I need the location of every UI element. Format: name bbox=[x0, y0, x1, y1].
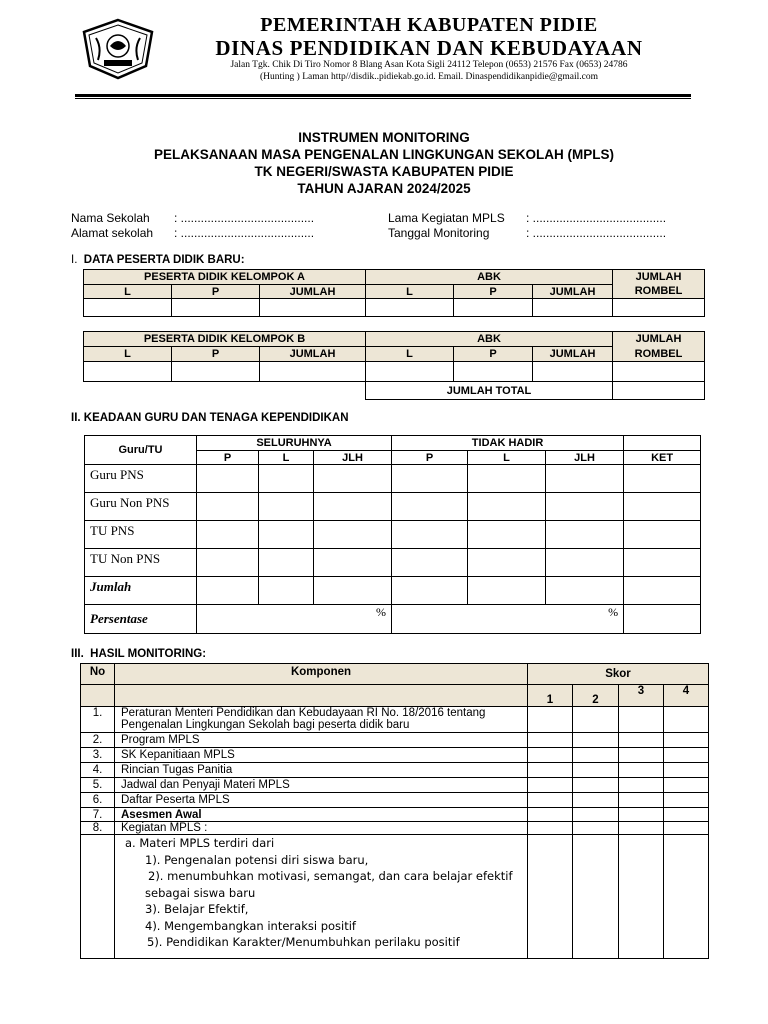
score-cell[interactable] bbox=[619, 808, 664, 822]
row-persentase-label: Persentase bbox=[85, 605, 197, 634]
cell-input[interactable] bbox=[259, 493, 314, 521]
score-cell[interactable] bbox=[664, 748, 709, 763]
skor-1: 1 bbox=[528, 685, 573, 707]
score-cell[interactable] bbox=[528, 793, 573, 808]
row-label: TU PNS bbox=[85, 521, 197, 549]
cell-input[interactable] bbox=[314, 521, 392, 549]
cell-input[interactable] bbox=[197, 577, 259, 605]
score-cell[interactable] bbox=[664, 835, 709, 959]
row-no: 2. bbox=[81, 733, 115, 748]
lama-kegiatan-label: Lama Kegiatan MPLS bbox=[388, 211, 505, 225]
cell-input[interactable] bbox=[259, 549, 314, 577]
table-kelompok-b bbox=[83, 331, 705, 400]
score-cell[interactable] bbox=[573, 707, 619, 733]
header-guru-tu: Guru/TU bbox=[85, 436, 197, 465]
table-hasil-monitoring bbox=[80, 663, 709, 959]
header-tidak-hadir: TIDAK HADIR bbox=[392, 436, 624, 451]
tanggal-field[interactable]: : ........................................ bbox=[526, 226, 667, 240]
score-cell[interactable] bbox=[664, 793, 709, 808]
cell-input[interactable] bbox=[454, 299, 533, 317]
row-no: 1. bbox=[81, 707, 115, 733]
cell-input[interactable] bbox=[392, 493, 468, 521]
alamat-label: Alamat sekolah bbox=[71, 226, 154, 240]
score-cell[interactable] bbox=[664, 763, 709, 778]
score-cell[interactable] bbox=[573, 778, 619, 793]
cell-input[interactable] bbox=[546, 493, 624, 521]
score-cell[interactable] bbox=[573, 835, 619, 959]
score-cell[interactable] bbox=[528, 707, 573, 733]
header-no: No bbox=[81, 664, 115, 685]
col-jlh: JLH bbox=[314, 451, 392, 465]
row-label: TU Non PNS bbox=[85, 549, 197, 577]
skor-4: 4 bbox=[664, 685, 709, 707]
row-no: 8. bbox=[81, 822, 115, 835]
section-1-heading: I. DATA PESERTA DIDIK BARU: bbox=[71, 254, 245, 266]
score-cell[interactable] bbox=[619, 733, 664, 748]
score-cell[interactable] bbox=[619, 835, 664, 959]
cell-input[interactable] bbox=[259, 521, 314, 549]
doc-title-1: INSTRUMEN MONITORING bbox=[298, 130, 470, 145]
materi-point: 2). menumbuhkan motivasi, semangat, dan cara belajar efektif bbox=[148, 869, 513, 883]
cell-input[interactable] bbox=[197, 465, 259, 493]
row-no: 7. bbox=[81, 808, 115, 822]
score-cell[interactable] bbox=[619, 778, 664, 793]
jumlah-total-label: JUMLAH TOTAL bbox=[366, 382, 613, 400]
cell-input[interactable] bbox=[546, 521, 624, 549]
header-kelompok-b: PESERTA DIDIK KELOMPOK B bbox=[84, 332, 366, 347]
materi-point: 3). Belajar Efektif, bbox=[145, 902, 249, 916]
header-jumlah: JUMLAH bbox=[613, 332, 705, 347]
komponen-cell: Rincian Tugas Panitia bbox=[115, 763, 528, 778]
cell-input[interactable] bbox=[468, 493, 546, 521]
cell-input[interactable] bbox=[314, 577, 392, 605]
score-cell[interactable] bbox=[573, 822, 619, 835]
cell-input[interactable] bbox=[546, 549, 624, 577]
komponen-cell: SK Kepanitiaan MPLS bbox=[115, 748, 528, 763]
row-label: Guru PNS bbox=[85, 465, 197, 493]
col-th-jlh: JLH bbox=[546, 451, 624, 465]
col-abk-jumlah: JUMLAH bbox=[533, 347, 613, 362]
skor-3: 3 bbox=[619, 685, 664, 707]
score-cell[interactable] bbox=[573, 808, 619, 822]
cell-input[interactable] bbox=[613, 362, 705, 382]
header-kelompok-a: PESERTA DIDIK KELOMPOK A bbox=[84, 270, 366, 285]
persentase-seluruhnya[interactable]: % bbox=[197, 605, 392, 634]
col-l: L bbox=[84, 285, 172, 299]
cell-input[interactable] bbox=[392, 521, 468, 549]
col-th-p: P bbox=[392, 451, 468, 465]
cell-input[interactable] bbox=[260, 362, 366, 382]
tanggal-label: Tanggal Monitoring bbox=[388, 226, 490, 240]
score-cell[interactable] bbox=[528, 733, 573, 748]
doc-title-3: TK NEGERI/SWASTA KABUPATEN PIDIE bbox=[254, 164, 514, 179]
col-p: P bbox=[197, 451, 259, 465]
col-ket: KET bbox=[624, 451, 701, 465]
score-cell[interactable] bbox=[528, 822, 573, 835]
col-p: P bbox=[172, 285, 260, 299]
cell-input[interactable] bbox=[546, 577, 624, 605]
cell-input[interactable] bbox=[468, 465, 546, 493]
header-rombel: ROMBEL bbox=[613, 285, 705, 299]
cell-input[interactable] bbox=[454, 362, 533, 382]
score-cell[interactable] bbox=[619, 748, 664, 763]
cell-input[interactable] bbox=[624, 493, 701, 521]
col-l: L bbox=[84, 347, 172, 362]
cell-input[interactable] bbox=[468, 549, 546, 577]
komponen-cell: Peraturan Menteri Pendidikan dan Kebudayaan RI No. 18/2016 tentang Pengenalan Lingkungan Sekolah bagi peserta didik baru bbox=[115, 707, 528, 733]
cell-input[interactable] bbox=[533, 362, 613, 382]
cell-input[interactable] bbox=[314, 465, 392, 493]
header-rombel: ROMBEL bbox=[613, 347, 705, 362]
letterhead-department: DINAS PENDIDIKAN DAN KEBUDAYAAN bbox=[215, 36, 643, 60]
col-th-l: L bbox=[468, 451, 546, 465]
komponen-cell: Asesmen Awal bbox=[115, 808, 528, 822]
letterhead-address: Jalan Tgk. Chik Di Tiro Nomor 8 Blang Asan Kota Sigli 24112 Telepon (0653) 21576 Fax (0653) 24786 bbox=[230, 60, 628, 70]
score-cell[interactable] bbox=[573, 748, 619, 763]
row-no: 6. bbox=[81, 793, 115, 808]
nama-sekolah-field[interactable]: : ........................................ bbox=[174, 211, 315, 225]
row-jumlah-label: Jumlah bbox=[85, 577, 197, 605]
cell-input[interactable] bbox=[259, 465, 314, 493]
doc-title-4: TAHUN AJARAN 2024/2025 bbox=[297, 181, 471, 196]
col-jumlah: JUMLAH bbox=[260, 285, 366, 299]
materi-point: sebagai siswa baru bbox=[145, 885, 256, 900]
letterhead-rule-thin bbox=[75, 98, 691, 99]
komponen-cell: Daftar Peserta MPLS bbox=[115, 793, 528, 808]
section-3-heading: III. HASIL MONITORING: bbox=[71, 648, 207, 660]
cell-input[interactable] bbox=[84, 299, 172, 317]
header-komponen: Komponen bbox=[115, 664, 528, 685]
score-cell[interactable] bbox=[619, 763, 664, 778]
cell-input[interactable] bbox=[314, 493, 392, 521]
score-cell[interactable] bbox=[619, 822, 664, 835]
komponen-cell: Jadwal dan Penyaji Materi MPLS bbox=[115, 778, 528, 793]
cell-input[interactable] bbox=[392, 577, 468, 605]
header-jumlah: JUMLAH bbox=[613, 270, 705, 285]
komponen-cell: Program MPLS bbox=[115, 733, 528, 748]
lama-kegiatan-field[interactable]: : ........................................ bbox=[526, 211, 667, 225]
row-label: Guru Non PNS bbox=[85, 493, 197, 521]
cell-input[interactable] bbox=[624, 549, 701, 577]
cell-input[interactable] bbox=[259, 577, 314, 605]
cell-input[interactable] bbox=[197, 493, 259, 521]
score-cell[interactable] bbox=[573, 793, 619, 808]
cell-input[interactable] bbox=[172, 299, 260, 317]
cell-input[interactable] bbox=[314, 549, 392, 577]
col-abk-p: P bbox=[454, 347, 533, 362]
score-cell[interactable] bbox=[664, 778, 709, 793]
regency-emblem-logo bbox=[80, 18, 156, 80]
cell-input[interactable] bbox=[392, 465, 468, 493]
persentase-tidak-hadir[interactable]: % bbox=[392, 605, 624, 634]
score-cell[interactable] bbox=[573, 733, 619, 748]
cell-input[interactable] bbox=[468, 577, 546, 605]
score-cell[interactable] bbox=[573, 763, 619, 778]
table-guru-tu bbox=[84, 435, 701, 634]
materi-point: 1). Pengenalan potensi diri siswa baru, bbox=[145, 852, 369, 867]
materi-mpls-cell bbox=[115, 835, 528, 959]
col-abk-l: L bbox=[366, 285, 454, 299]
col-p: P bbox=[172, 347, 260, 362]
materi-heading: a. Materi MPLS terdiri dari bbox=[125, 836, 275, 850]
cell-input[interactable] bbox=[392, 549, 468, 577]
score-cell[interactable] bbox=[528, 835, 573, 959]
cell-input[interactable] bbox=[260, 299, 366, 317]
row-no: 4. bbox=[81, 763, 115, 778]
header-abk: ABK bbox=[366, 270, 613, 285]
row-no: 3. bbox=[81, 748, 115, 763]
header-skor: Skor bbox=[528, 664, 709, 685]
col-abk-l: L bbox=[366, 347, 454, 362]
score-cell[interactable] bbox=[664, 822, 709, 835]
cell-input[interactable] bbox=[366, 362, 454, 382]
skor-2: 2 bbox=[573, 685, 619, 707]
cell-input[interactable] bbox=[468, 521, 546, 549]
cell-input[interactable] bbox=[84, 362, 172, 382]
letterhead-government: PEMERINTAH KABUPATEN PIDIE bbox=[260, 14, 598, 36]
header-seluruhnya: SELURUHNYA bbox=[197, 436, 392, 451]
cell-input[interactable] bbox=[533, 299, 613, 317]
materi-point: 5). Pendidikan Karakter/Menumbuhkan perilaku positif bbox=[147, 935, 460, 949]
table-kelompok-a bbox=[83, 269, 705, 317]
komponen-cell: Kegiatan MPLS : bbox=[115, 822, 528, 835]
cell-input[interactable] bbox=[546, 465, 624, 493]
score-cell[interactable] bbox=[528, 778, 573, 793]
cell-input[interactable] bbox=[197, 549, 259, 577]
letterhead-contact: (Hunting ) Laman http//disdik..pidiekab.go.id. Email. Dinaspendidikanpidie@gmail.com bbox=[259, 72, 599, 82]
cell-input[interactable] bbox=[172, 362, 260, 382]
cell-input[interactable] bbox=[197, 521, 259, 549]
col-abk-p: P bbox=[454, 285, 533, 299]
alamat-field[interactable]: : ........................................ bbox=[174, 226, 315, 240]
nama-sekolah-label: Nama Sekolah bbox=[71, 211, 150, 225]
score-cell[interactable] bbox=[528, 763, 573, 778]
score-cell[interactable] bbox=[528, 808, 573, 822]
col-l: L bbox=[259, 451, 314, 465]
materi-point: 4). Mengembangkan interaksi positif bbox=[145, 918, 356, 933]
cell-input[interactable] bbox=[624, 577, 701, 605]
score-cell[interactable] bbox=[664, 733, 709, 748]
score-cell[interactable] bbox=[528, 748, 573, 763]
score-cell[interactable] bbox=[619, 707, 664, 733]
col-jumlah: JUMLAH bbox=[260, 347, 366, 362]
section-2-heading: II. KEADAAN GURU DAN TENAGA KEPENDIDIKAN bbox=[71, 412, 349, 424]
jumlah-total-value[interactable] bbox=[613, 382, 705, 400]
score-cell[interactable] bbox=[664, 707, 709, 733]
cell-input[interactable] bbox=[624, 521, 701, 549]
doc-title-2: PELAKSANAAN MASA PENGENALAN LINGKUNGAN SEKOLAH (MPLS) bbox=[153, 147, 614, 162]
header-abk: ABK bbox=[366, 332, 613, 347]
letterhead-rule-thick bbox=[75, 94, 691, 97]
cell-input[interactable] bbox=[624, 605, 701, 634]
cell-input[interactable] bbox=[613, 299, 705, 317]
score-cell[interactable] bbox=[664, 808, 709, 822]
score-cell[interactable] bbox=[619, 793, 664, 808]
col-abk-jumlah: JUMLAH bbox=[533, 285, 613, 299]
cell-input[interactable] bbox=[624, 465, 701, 493]
cell-input[interactable] bbox=[366, 299, 454, 317]
row-no: 5. bbox=[81, 778, 115, 793]
